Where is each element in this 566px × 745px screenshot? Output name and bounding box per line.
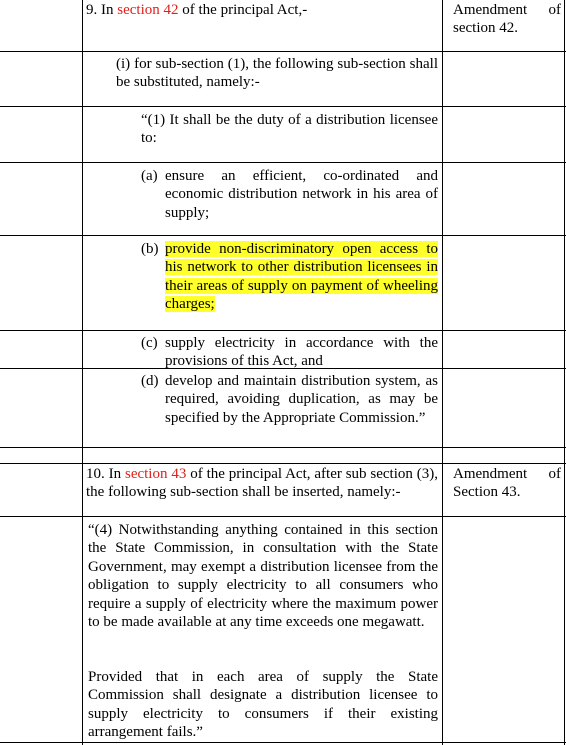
- item-d-text: develop and maintain distribution system, as required, avoiding duplication, as may be specified by the Appropriate Commission.”: [165, 373, 438, 426]
- item-d-marker: (d): [141, 373, 159, 389]
- item-a-marker: (a): [141, 168, 158, 184]
- row-divider: [0, 162, 566, 163]
- section-10-heading: [86, 465, 438, 502]
- sub-section-i-text: (i) for sub-section (1), the following sub-section shall be substituted, namely:-: [116, 56, 438, 91]
- row-divider: [0, 463, 566, 464]
- table-border-left: [82, 0, 83, 745]
- item-b-marker: (b): [141, 241, 159, 257]
- table-column-divider: [442, 0, 443, 745]
- amendment-note-section-42: Amendment of section 42.: [453, 2, 561, 37]
- row-divider: [0, 516, 566, 517]
- section-9-prefix: 9. In: [86, 2, 118, 18]
- amendment-note-section-43: Amendment of Section 43.: [453, 466, 561, 501]
- table-border-right: [564, 0, 565, 745]
- section-9-heading: [86, 1, 438, 19]
- section-9-suffix: of the principal Act,-: [178, 2, 308, 18]
- sub-section-4-text: “(4) Notwithstanding anything contained in this section the State Commission, in consultation with the State Government, may exempt a distribution licensee from the obligation to supply electricity to all consumers who require a supply of electricity where the maximum power to be made available at any time exceeds one megawatt.: [88, 522, 438, 631]
- item-b-text: provide non-discriminatory open access to his network to other distribution licensees in their areas of supply on payment of wheeling charges;: [165, 241, 438, 313]
- item-a-text: ensure an efficient, co-ordinated and economic distribution network in his area of supply;: [165, 168, 438, 221]
- section-10-prefix: 10. In: [86, 466, 125, 482]
- duty-intro-text: “(1) It shall be the duty of a distribution licensee to:: [141, 112, 438, 147]
- table-border-bottom: [0, 742, 566, 743]
- row-divider: [0, 330, 566, 331]
- item-c-marker: (c): [141, 335, 158, 351]
- row-divider: [0, 106, 566, 107]
- item-b-highlighted-text: [165, 240, 438, 314]
- section-43-link[interactable]: section 43: [124, 466, 187, 482]
- section-10-suffix: of the principal Act, after sub section (3), the following sub-section shall be inserted, namely:-: [86, 466, 438, 501]
- section-42-link[interactable]: section 42: [117, 2, 179, 18]
- row-divider: [0, 51, 566, 52]
- proviso-text: Provided that in each area of supply the State Commission shall designate a distribution licensee to supply electricity to consumers if their existing arrangement fails.”: [88, 669, 438, 741]
- row-divider: [0, 235, 566, 236]
- row-divider: [0, 447, 566, 448]
- item-c-text: supply electricity in accordance with the provisions of this Act, and: [165, 335, 438, 370]
